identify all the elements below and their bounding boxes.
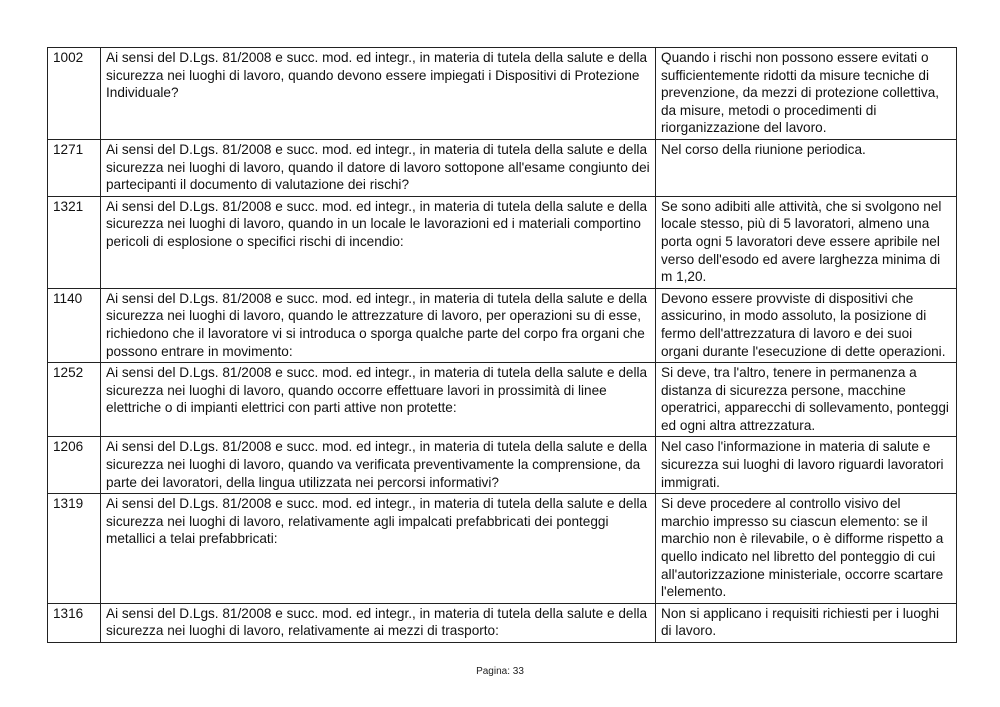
- question-text: Ai sensi del D.Lgs. 81/2008 e succ. mod. ed integr., in materia di tutela della salute e della sicurezza nei luoghi di lavoro, quando le attrezzature di lavoro, per operazioni su di esse, richiedono che il lavoratore vi si introduca o sporga qualche parte del corpo fra organi che possono entrare in movimento:: [101, 288, 656, 362]
- answer-text: Se sono adibiti alle attività, che si svolgono nel locale stesso, più di 5 lavoratori, almeno una porta ogni 5 lavoratori deve essere apribile nel verso dell'esodo ed avere larghezza minima di m 1,20.: [656, 196, 957, 288]
- question-id: 1271: [48, 139, 101, 196]
- answer-text: Non si applicano i requisiti richiesti per i luoghi di lavoro.: [656, 603, 957, 642]
- question-text: Ai sensi del D.Lgs. 81/2008 e succ. mod. ed integr., in materia di tutela della salute e della sicurezza nei luoghi di lavoro, quando va verificata preventivamente la comprensione, da parte dei lavoratori, della lingua utilizzata nei percorsi informativi?: [101, 437, 656, 494]
- table-row: [48, 139, 957, 196]
- question-text: Ai sensi del D.Lgs. 81/2008 e succ. mod. ed integr., in materia di tutela della salute e della sicurezza nei luoghi di lavoro, quando occorre effettuare lavori in prossimità di linee elettriche o di impianti elettrici con parti attive non protette:: [101, 363, 656, 437]
- question-text: Ai sensi del D.Lgs. 81/2008 e succ. mod. ed integr., in materia di tutela della salute e della sicurezza nei luoghi di lavoro, relativamente ai mezzi di trasporto:: [101, 603, 656, 642]
- question-id: 1321: [48, 196, 101, 288]
- table-row: [48, 48, 957, 140]
- answer-text: Quando i rischi non possono essere evitati o sufficientemente ridotti da misure tecniche di prevenzione, da mezzi di protezione collettiva, da misure, metodi o procedimenti di riorganizzazione del lavoro.: [656, 48, 957, 140]
- question-id: 1002: [48, 48, 101, 140]
- table-row: [48, 196, 957, 288]
- answer-text: Si deve, tra l'altro, tenere in permanenza a distanza di sicurezza persone, macchine operatrici, apparecchi di sollevamento, ponteggi ed ogni altra attrezzatura.: [656, 363, 957, 437]
- table-row: [48, 288, 957, 362]
- table-row: [48, 363, 957, 437]
- question-text: Ai sensi del D.Lgs. 81/2008 e succ. mod. ed integr., in materia di tutela della salute e della sicurezza nei luoghi di lavoro, quando il datore di lavoro sottopone all'esame congiunto dei partecipanti il documento di valutazione dei rischi?: [101, 139, 656, 196]
- question-id: 1319: [48, 494, 101, 604]
- question-id: 1252: [48, 363, 101, 437]
- question-text: Ai sensi del D.Lgs. 81/2008 e succ. mod. ed integr., in materia di tutela della salute e della sicurezza nei luoghi di lavoro, quando devono essere impiegati i Dispositivi di Protezione Individuale?: [101, 48, 656, 140]
- question-id: 1206: [48, 437, 101, 494]
- question-answer-table: [47, 47, 957, 643]
- answer-text: Nel corso della riunione periodica.: [656, 139, 957, 196]
- question-id: 1140: [48, 288, 101, 362]
- table-row: [48, 603, 957, 642]
- answer-text: Si deve procedere al controllo visivo del marchio impresso su ciascun elemento: se il marchio non è rilevabile, o è difforme rispetto a quello indicato nel libretto del ponteggio di cui all'autorizzazione ministeriale, occorre scartare l'elemento.: [656, 494, 957, 604]
- page-number: Pagina: 33: [476, 666, 524, 677]
- question-text: Ai sensi del D.Lgs. 81/2008 e succ. mod. ed integr., in materia di tutela della salute e della sicurezza nei luoghi di lavoro, quando in un locale le lavorazioni ed i materiali comportino pericoli di esplosione o specifici rischi di incendio:: [101, 196, 656, 288]
- table-row: [48, 437, 957, 494]
- table-row: [48, 494, 957, 604]
- answer-text: Nel caso l'informazione in materia di salute e sicurezza sui luoghi di lavoro riguardi lavoratori immigrati.: [656, 437, 957, 494]
- question-text: Ai sensi del D.Lgs. 81/2008 e succ. mod. ed integr., in materia di tutela della salute e della sicurezza nei luoghi di lavoro, relativamente agli impalcati prefabbricati dei ponteggi metallici a telai prefabbricati:: [101, 494, 656, 604]
- answer-text: Devono essere provviste di dispositivi che assicurino, in modo assoluto, la posizione di fermo dell'attrezzatura di lavoro e dei suoi organi durante l'esecuzione di dette operazioni.: [656, 288, 957, 362]
- question-id: 1316: [48, 603, 101, 642]
